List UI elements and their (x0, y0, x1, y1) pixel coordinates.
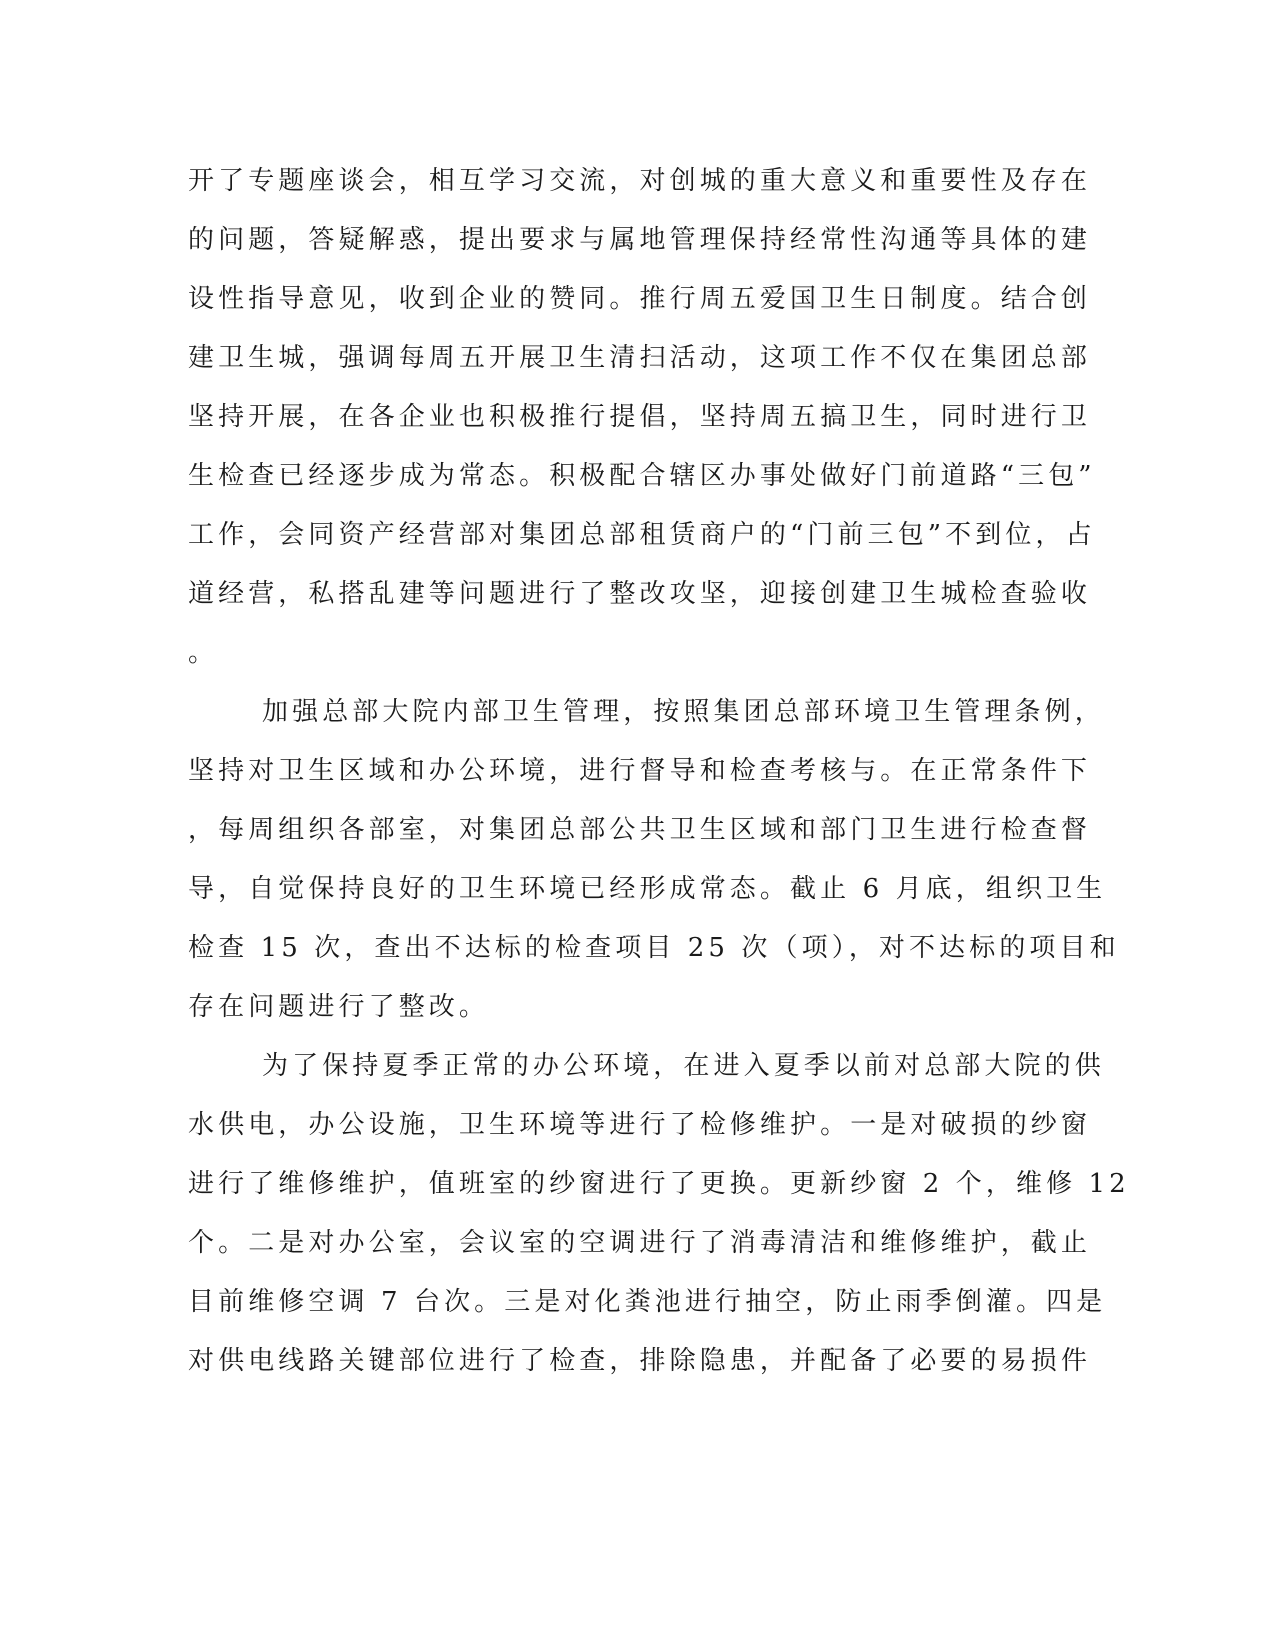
paragraph-2-line-2: 坚持对卫生区域和办公环境，进行督导和检查考核与。在正常条件下 (188, 756, 1092, 786)
paragraph-2-line-6: 存在问题进行了整改。 (188, 992, 490, 1022)
paragraph-1-line-1: 开了专题座谈会，相互学习交流，对创城的重大意义和重要性及存在 (188, 166, 1092, 196)
paragraph-1-line-2: 的问题，答疑解惑，提出要求与属地管理保持经常性沟通等具体的建 (188, 225, 1092, 255)
paragraph-3-line-6: 对供电线路关键部位进行了检查，排除隐患，并配备了必要的易损件 (188, 1346, 1092, 1376)
paragraph-3-line-3: 进行了维修维护，值班室的纱窗进行了更换。更新纱窗 2 个，维修 12 (188, 1169, 1130, 1199)
paragraph-1-line-7: 工作，会同资产经营部对集团总部租赁商户的“门前三包”不到位，占 (188, 520, 1096, 550)
paragraph-3-line-5: 目前维修空调 7 台次。三是对化粪池进行抽空，防止雨季倒灌。四是 (188, 1287, 1107, 1317)
paragraph-1-line-5: 坚持开展，在各企业也积极推行提倡，坚持周五搞卫生，同时进行卫 (188, 402, 1092, 432)
paragraph-1-line-4: 建卫生城，强调每周五开展卫生清扫活动，这项工作不仅在集团总部 (188, 343, 1092, 373)
paragraph-1-line-6: 生检查已经逐步成为常态。积极配合辖区办事处做好门前道路“三包” (188, 461, 1096, 491)
paragraph-2-line-5: 检查 15 次，查出不达标的检查项目 25 次（项），对不达标的项目和 (188, 933, 1120, 963)
paragraph-2-line-3: ，每周组织各部室，对集团总部公共卫生区域和部门卫生进行检查督 (188, 815, 1092, 845)
paragraph-1-line-8: 道经营，私搭乱建等问题进行了整改攻坚，迎接创建卫生城检查验收 (188, 579, 1092, 609)
paragraph-2-line-1: 加强总部大院内部卫生管理，按照集团总部环境卫生管理条例， (262, 697, 1105, 727)
paragraph-3-line-1: 为了保持夏季正常的办公环境，在进入夏季以前对总部大院的供 (262, 1051, 1105, 1081)
paragraph-3-line-2: 水供电，办公设施，卫生环境等进行了检修维护。一是对破损的纱窗 (188, 1110, 1092, 1140)
paragraph-3-line-4: 个。二是对办公室，会议室的空调进行了消毒清洁和维修维护，截止 (188, 1228, 1092, 1258)
paragraph-1-line-3: 设性指导意见，收到企业的赞同。推行周五爱国卫生日制度。结合创 (188, 284, 1092, 314)
paragraph-2-line-4: 导，自觉保持良好的卫生环境已经形成常态。截止 6 月底，组织卫生 (188, 874, 1107, 904)
paragraph-1-line-9: 。 (188, 638, 219, 668)
